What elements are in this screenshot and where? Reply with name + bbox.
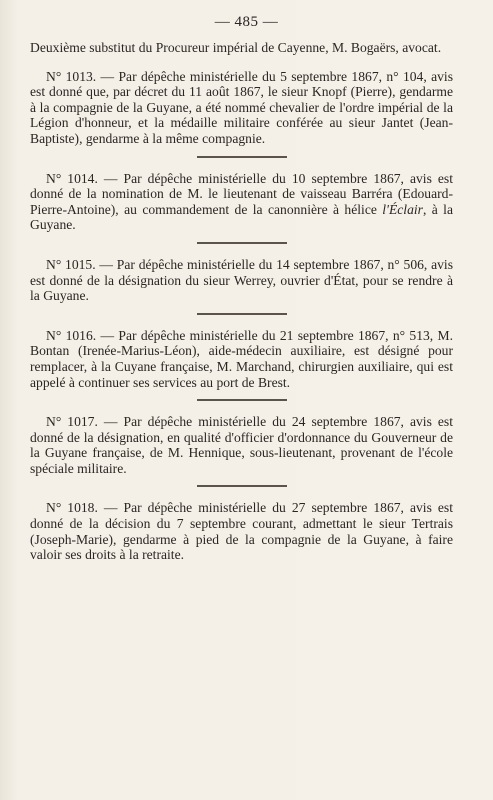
- notice-1013: N° 1013. — Par dépêche ministérielle du 5 septembre 1867, n° 104, avis est donné que, par décret du 11 août 1867, le sieur Knopf (Pierre), gendarme à la compagnie de la Guyane, a été nommé chevalier de l'ordre impérial de la Légion d'honneur, et la médaille militaire conférée au sieur Jantet (Jean-Baptiste), gendarme à la même compagnie.: [30, 68, 453, 146]
- section-divider: [197, 242, 287, 244]
- notice-1014-text-after: , à la Guyane.: [30, 201, 453, 233]
- section-divider: [197, 485, 287, 487]
- notice-1017: N° 1017. — Par dépêche ministérielle du 24 septembre 1867, avis est donné de la désignation, en qualité d'officier d'ordonnance du Gouverneur de la Guyane française, de M. Hennique, sous-lieutenant, provenant de l'école spéciale militaire.: [30, 414, 453, 476]
- notice-1018: N° 1018. — Par dépêche ministérielle du 27 septembre 1867, avis est donné de la décision du 7 septembre courant, admettant le sieur Tertrais (Joseph-Marie), gendarme à pied de la compagnie de la Guyane, à faire valoir ses droits à la retraite.: [30, 500, 453, 563]
- page-number: — 485 —: [214, 14, 279, 30]
- section-divider: [197, 399, 287, 401]
- notice-1015: N° 1015. — Par dépêche ministérielle du 14 septembre 1867, n° 506, avis est donné de la désignation du sieur Werrey, ouvrier d'État, pour se rendre à la Guyane.: [30, 256, 453, 304]
- section-divider: [197, 156, 287, 158]
- intro-paragraph: Deuxième substitut du Procureur impérial de Cayenne, M. Bogaërs, avocat.: [30, 40, 442, 55]
- notice-1014-text-before: N° 1014. — Par dépêche ministérielle du 10 septembre 1867, avis est donné de la nomination de M. le lieutenant de vaisseau Barréra (Edouard-Pierre-Antoine), au commandement de la canonnière à hélice: [30, 170, 453, 217]
- ship-name: l'Éclair: [382, 201, 423, 217]
- notice-1016: N° 1016. — Par dépêche ministérielle du 21 septembre 1867, n° 513, M. Bontan (Irenée-Marius-Léon), aide-médecin auxiliaire, est désigné pour remplacer, à la Cuyane française, M. Marchand, chirurgien auxiliaire, qui est appelé à continuer ses services au port de Brest.: [30, 327, 453, 390]
- notice-1014: [30, 171, 453, 233]
- section-divider: [197, 313, 287, 315]
